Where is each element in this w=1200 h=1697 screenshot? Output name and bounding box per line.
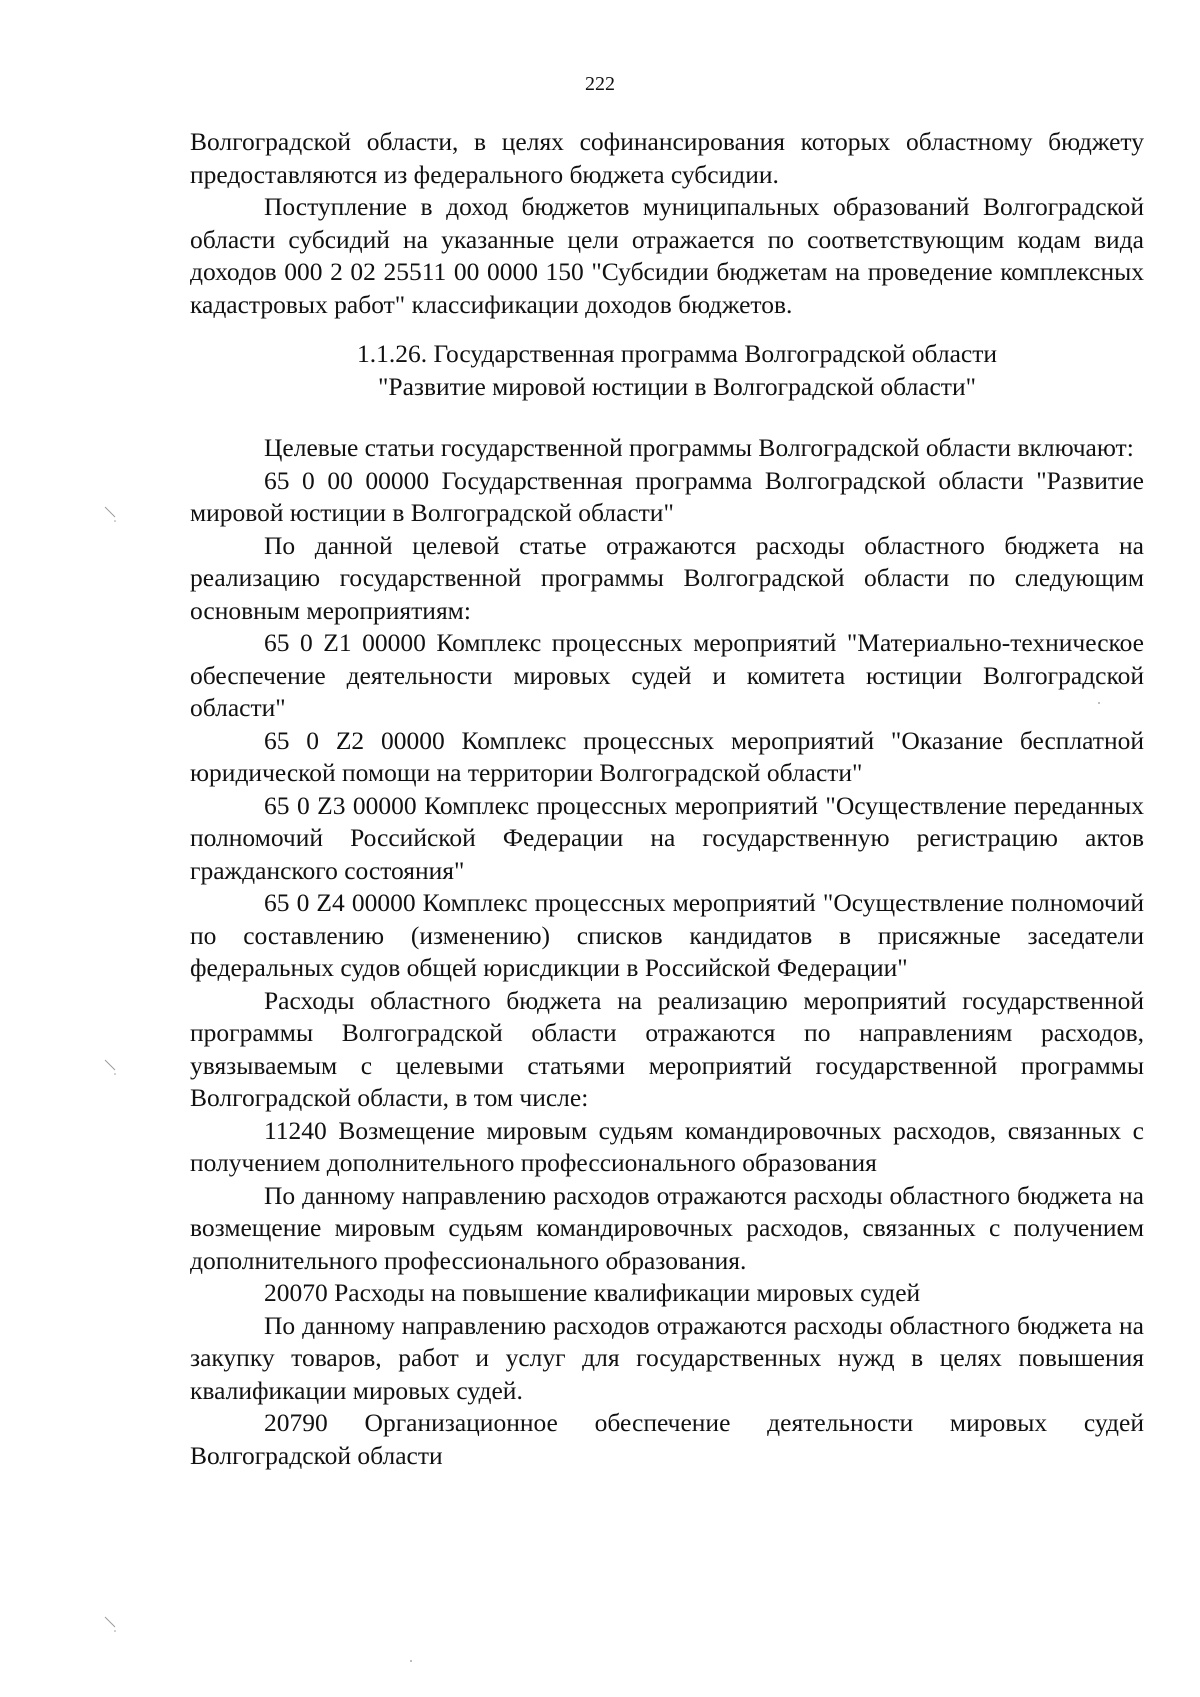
paragraph-11240-description: По данному направлению расходов отражаются расходы областного бюджета на возмещение мировым судьям командировочных расходов, связанных с получением дополнительного профессионального образования. — [190, 1180, 1144, 1275]
paragraph-code-20790: 20790 Организационное обеспечение деятельности мировых судей Волгоградской области — [190, 1408, 1144, 1470]
paragraph-code-20070: 20070 Расходы на повышение квалификации мировых судей — [264, 1278, 921, 1307]
paragraph-20070-description: По данному направлению расходов отражаются расходы областного бюджета на закупку товаров, работ и услуг для государственных нужд в целях повышения квалификации мировых судей. — [190, 1310, 1144, 1405]
section-heading-line-2: "Развитие мировой юстиции в Волгоградской области" — [377, 371, 977, 401]
paragraph-code-z1: 65 0 Z1 00000 Комплекс процессных мероприятий "Материально-техническое обеспечение деятельности мировых судей и комитета юстиции Волгоградской области" — [190, 628, 1144, 722]
page-number: 222 — [585, 73, 615, 95]
paragraph-code-z4: 65 0 Z4 00000 Комплекс процессных мероприятий "Осуществление полномочий по составлению (изменению) списков кандидатов в присяжные заседатели федеральных судов общей юрисдикции в Российской Федерации" — [190, 888, 1144, 982]
paragraph-expenses-intro: По данной целевой статье отражаются расходы областного бюджета на реализацию государственной программы Волгоградской области по следующим основным мероприятиям: — [190, 530, 1144, 625]
paragraph-target-articles: Целевые статьи государственной программы Волгоградской области включают: — [264, 433, 1134, 462]
section-heading-line-1: 1.1.26. Государственная программа Волгоградской области — [356, 339, 998, 368]
scan-speck — [410, 1660, 412, 1662]
paragraph-code-z2: 65 0 Z2 00000 Комплекс процессных мероприятий "Оказание бесплатной юридической помощи на территории Волгоградской области" — [190, 725, 1144, 787]
paragraph-continuation: Волгоградской области, в целях софинансирования которых областному бюджету предоставляются из федерального бюджета субсидии. — [190, 127, 1144, 189]
paragraph-code-650: 65 0 00 00000 Государственная программа Волгоградской области "Развитие мировой юстиции в Волгоградской области" — [190, 465, 1144, 527]
paragraph-expense-directions: Расходы областного бюджета на реализацию мероприятий государственной программы Волгоградской области отражаются по направлениям расходов, увязываемым с целевыми статьями мероприятий государственной программы Волгоградской области, в том числе: — [190, 985, 1144, 1112]
scan-artifact — [103, 1615, 119, 1633]
scan-artifact — [103, 505, 119, 523]
scan-artifact — [103, 1058, 119, 1076]
section-heading — [190, 338, 1144, 403]
paragraph-code-z3: 65 0 Z3 00000 Комплекс процессных мероприятий "Осуществление переданных полномочий Российской Федерации на государственную регистрацию актов гражданского состояния" — [190, 790, 1144, 885]
document-body — [190, 126, 1144, 1472]
scan-speck — [1098, 702, 1100, 704]
paragraph-subsidy-income: Поступление в доход бюджетов муниципальных образований Волгоградской области субсидий на указанные цели отражается по соответствующим кодам вида доходов 000 2 02 25511 00 0000 150 "Субсидии бюджетам на проведение комплексных кадастровых работ" классификации доходов бюджетов. — [190, 192, 1144, 319]
paragraph-code-11240: 11240 Возмещение мировым судьям командировочных расходов, связанных с получением дополнительного профессионального образования — [190, 1115, 1144, 1177]
